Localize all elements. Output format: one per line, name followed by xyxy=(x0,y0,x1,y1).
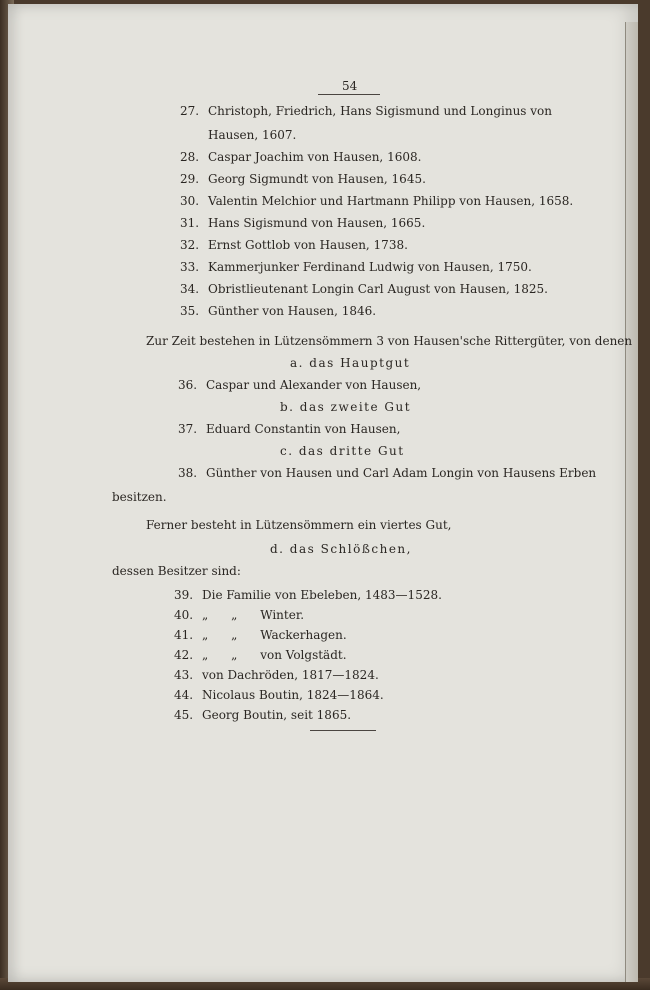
list-item: 29. Georg Sigmundt von Hausen, 1645. xyxy=(180,172,426,186)
list-item: 40. „ „ Winter. xyxy=(174,608,305,622)
list-item: 30. Valentin Melchior und Hartmann Philipp von Hausen, 1658. xyxy=(180,194,574,208)
list-item: 32. Ernst Gottlob von Hausen, 1738. xyxy=(180,238,408,252)
page-number-rule xyxy=(318,94,380,95)
list-item: 31. Hans Sigismund von Hausen, 1665. xyxy=(180,216,426,230)
list-item: 35. Günther von Hausen, 1846. xyxy=(180,304,377,318)
book-page xyxy=(8,4,638,982)
list-item: 38. Günther von Hausen und Carl Adam Longin von Hausens Erben xyxy=(178,466,597,480)
paragraph-fourth-estate: Ferner besteht in Lützensömmern ein viertes Gut, xyxy=(146,518,452,532)
list-item: Hausen, 1607. xyxy=(208,128,297,142)
list-item: 33. Kammerjunker Ferdinand Ludwig von Hausen, 1750. xyxy=(180,260,532,274)
list-item: 36. Caspar und Alexander von Hausen, xyxy=(178,378,422,392)
end-rule xyxy=(310,730,376,731)
list-item-continuation: besitzen. xyxy=(112,490,167,504)
list-item: 37. Eduard Constantin von Hausen, xyxy=(178,422,401,436)
list-item: 34. Obristlieutenant Longin Carl August von Hausen, 1825. xyxy=(180,282,548,296)
list-item: 42. „ „ von Volgstädt. xyxy=(174,648,347,662)
list-item: 43. von Dachröden, 1817—1824. xyxy=(174,668,379,682)
heading-schloesschen: d. das Schlößchen, xyxy=(270,542,412,556)
list-item: 44. Nicolaus Boutin, 1824—1864. xyxy=(174,688,384,702)
list-item: 45. Georg Boutin, seit 1865. xyxy=(174,708,352,722)
list-item: 27. Christoph, Friedrich, Hans Sigismund und Longinus von xyxy=(180,104,553,118)
heading-hauptgut: a. das Hauptgut xyxy=(290,356,411,370)
next-page-edge xyxy=(625,22,638,982)
heading-dritte-gut: c. das dritte Gut xyxy=(280,444,405,458)
list-item: 41. „ „ Wackerhagen. xyxy=(174,628,347,642)
heading-zweite-gut: b. das zweite Gut xyxy=(280,400,412,414)
list-item: 28. Caspar Joachim von Hausen, 1608. xyxy=(180,150,422,164)
paragraph-estates: Zur Zeit bestehen in Lützensömmern 3 von Hausen'sche Rittergüter, von denen xyxy=(146,334,633,348)
list-item: 39. Die Familie von Ebeleben, 1483—1528. xyxy=(174,588,442,602)
paragraph-owners: dessen Besitzer sind: xyxy=(112,564,241,578)
page-number: 54 xyxy=(342,79,358,93)
